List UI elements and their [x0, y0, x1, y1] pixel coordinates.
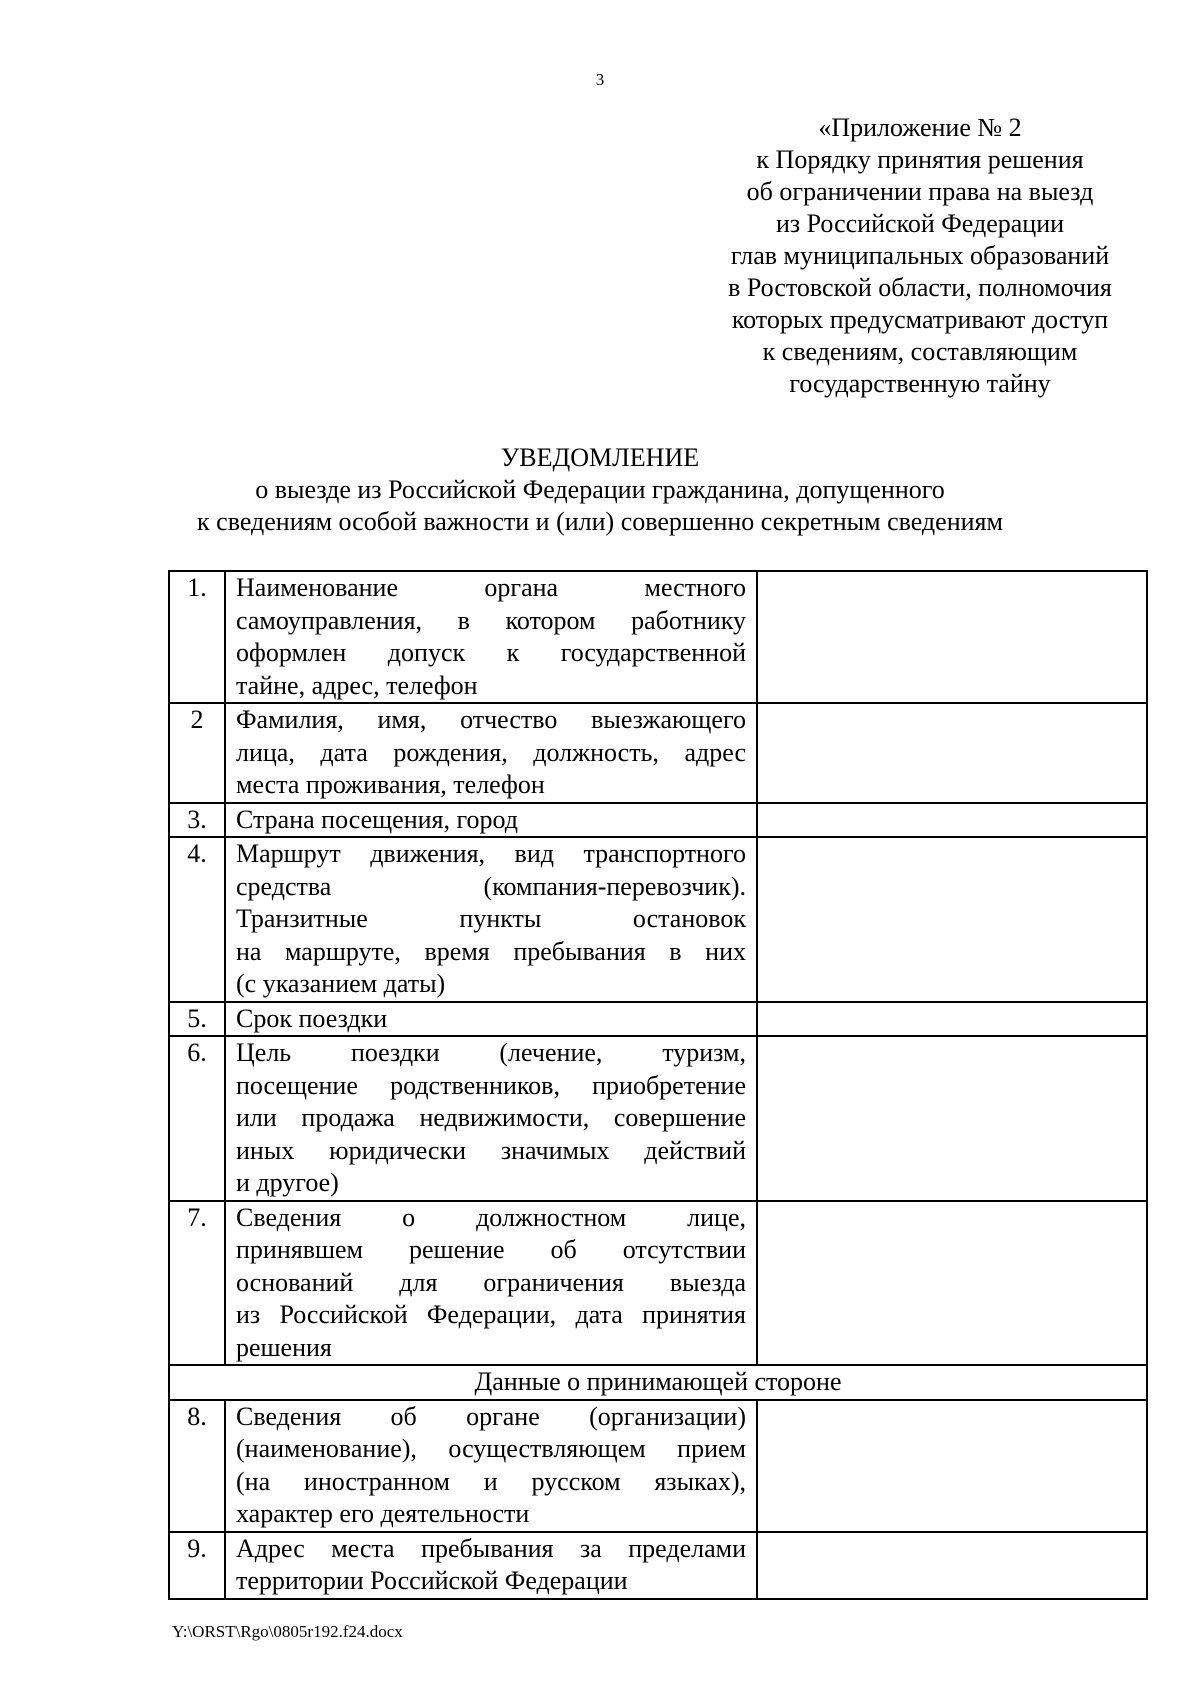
row-label-line: принявшем решение об отсутствии — [236, 1235, 746, 1264]
row-label-line: иных юридически значимых действий — [236, 1135, 746, 1165]
row-label-line: (на иностранном и русском языках), — [236, 1466, 746, 1496]
appendix-line: об ограничении права на выезд — [746, 177, 1094, 206]
row-label-line: (наименование), осуществляющем прием — [236, 1434, 746, 1463]
row-label-line: или продажа недвижимости, совершение — [236, 1103, 746, 1132]
row-label-line: решения — [236, 1332, 332, 1362]
row-label-line: из Российской Федерации, дата принятия — [236, 1300, 746, 1329]
appendix-line: государственную тайну — [789, 369, 1051, 398]
row-number: 7. — [169, 1201, 225, 1366]
row-label-line: лица, дата рождения, должность, адрес — [236, 737, 746, 767]
row-label — [225, 571, 757, 703]
row-number: 4. — [169, 837, 225, 1002]
row-value-field[interactable] — [757, 1201, 1147, 1366]
row-value-field[interactable] — [757, 571, 1147, 703]
row-label-line: (с указанием даты) — [236, 969, 446, 998]
row-value-field[interactable] — [757, 1002, 1147, 1037]
row-label-line: Сведения о должностном лице, — [236, 1202, 746, 1232]
row-label-line: на маршруте, время пребывания в них — [236, 936, 746, 966]
row-label-line: Страна посещения, город — [236, 804, 518, 834]
row-label-line: территории Российской Федерации — [236, 1566, 628, 1595]
row-label-line: оформлен допуск к государственной — [236, 638, 746, 667]
appendix-line: к сведениям, составляющим — [762, 337, 1078, 366]
row-label-line: Транзитные пункты остановок — [236, 904, 746, 933]
row-value-field[interactable] — [757, 1036, 1147, 1201]
row-number: 3. — [169, 803, 225, 838]
appendix-line: которых предусматривают доступ — [731, 305, 1109, 334]
appendix-line: в Ростовской области, полномочия — [728, 273, 1112, 302]
row-label — [225, 803, 757, 838]
row-label — [225, 1400, 757, 1532]
row-number: 1. — [169, 571, 225, 703]
row-label-line: Сведения об органе (организации) — [236, 1401, 746, 1431]
row-number: 8. — [169, 1400, 225, 1532]
row-label — [225, 703, 757, 803]
table-row — [169, 1002, 1147, 1037]
row-label-line: Срок поездки — [236, 1003, 388, 1033]
appendix-header — [680, 112, 1160, 400]
row-value-field[interactable] — [757, 803, 1147, 838]
table-row — [169, 1036, 1147, 1201]
row-number: 5. — [169, 1002, 225, 1037]
subtitle-line: к сведениям особой важности и (или) совершенно секретным сведениям — [197, 507, 1003, 536]
row-label-line: средства (компания-перевозчик). — [236, 871, 746, 901]
table-row — [169, 803, 1147, 838]
appendix-line: из Российской Федерации — [775, 209, 1065, 238]
document-title: УВЕДОМЛЕНИЕ — [500, 443, 700, 472]
row-value-field[interactable] — [757, 1532, 1147, 1599]
document-subtitle — [0, 474, 1200, 538]
row-value-field[interactable] — [757, 837, 1147, 1002]
row-label-line: самоуправления, в котором работнику — [236, 605, 746, 635]
row-label-line: посещение родственников, приобретение — [236, 1070, 746, 1100]
page-number: 3 — [595, 70, 605, 89]
row-number: 2 — [169, 703, 225, 803]
row-label — [225, 1532, 757, 1599]
row-label-line: оснований для ограничения выезда — [236, 1267, 746, 1297]
row-label — [225, 1002, 757, 1037]
appendix-line: к Порядку принятия решения — [756, 145, 1084, 174]
row-value-field[interactable] — [757, 1400, 1147, 1532]
appendix-line: «Приложение № 2 — [818, 113, 1022, 142]
section-header-receiving-party: Данные о принимающей стороне — [169, 1365, 1147, 1400]
row-label — [225, 1201, 757, 1366]
row-label-line: Фамилия, имя, отчество выезжающего — [236, 705, 746, 734]
row-label — [225, 837, 757, 1002]
notification-form-table — [168, 570, 1148, 1600]
row-number: 9. — [169, 1532, 225, 1599]
subtitle-line: о выезде из Российской Федерации гражданина, допущенного — [255, 475, 945, 504]
row-label-line: Адрес места пребывания за пределами — [236, 1533, 746, 1563]
row-label-line: Цель поездки (лечение, туризм, — [236, 1038, 746, 1067]
row-label-line: Маршрут движения, вид транспортного — [236, 839, 746, 868]
row-label-line: Наименование органа местного — [236, 573, 746, 602]
row-label-line: места проживания, телефон — [236, 770, 545, 799]
section-header-row — [169, 1365, 1147, 1400]
table-row — [169, 571, 1147, 703]
row-label-line: и другое) — [236, 1168, 339, 1197]
row-label — [225, 1036, 757, 1201]
row-label-line: характер его деятельности — [236, 1499, 530, 1528]
row-number: 6. — [169, 1036, 225, 1201]
table-row — [169, 837, 1147, 1002]
row-value-field[interactable] — [757, 703, 1147, 803]
footer-file-path: Y:\ORST\Rgo\0805r192.f24.docx — [172, 1622, 403, 1641]
table-row — [169, 1201, 1147, 1366]
table-row — [169, 1532, 1147, 1599]
table-row — [169, 1400, 1147, 1532]
table-row — [169, 703, 1147, 803]
row-label-line: тайне, адрес, телефон — [236, 670, 478, 700]
appendix-line: глав муниципальных образований — [730, 241, 1110, 270]
